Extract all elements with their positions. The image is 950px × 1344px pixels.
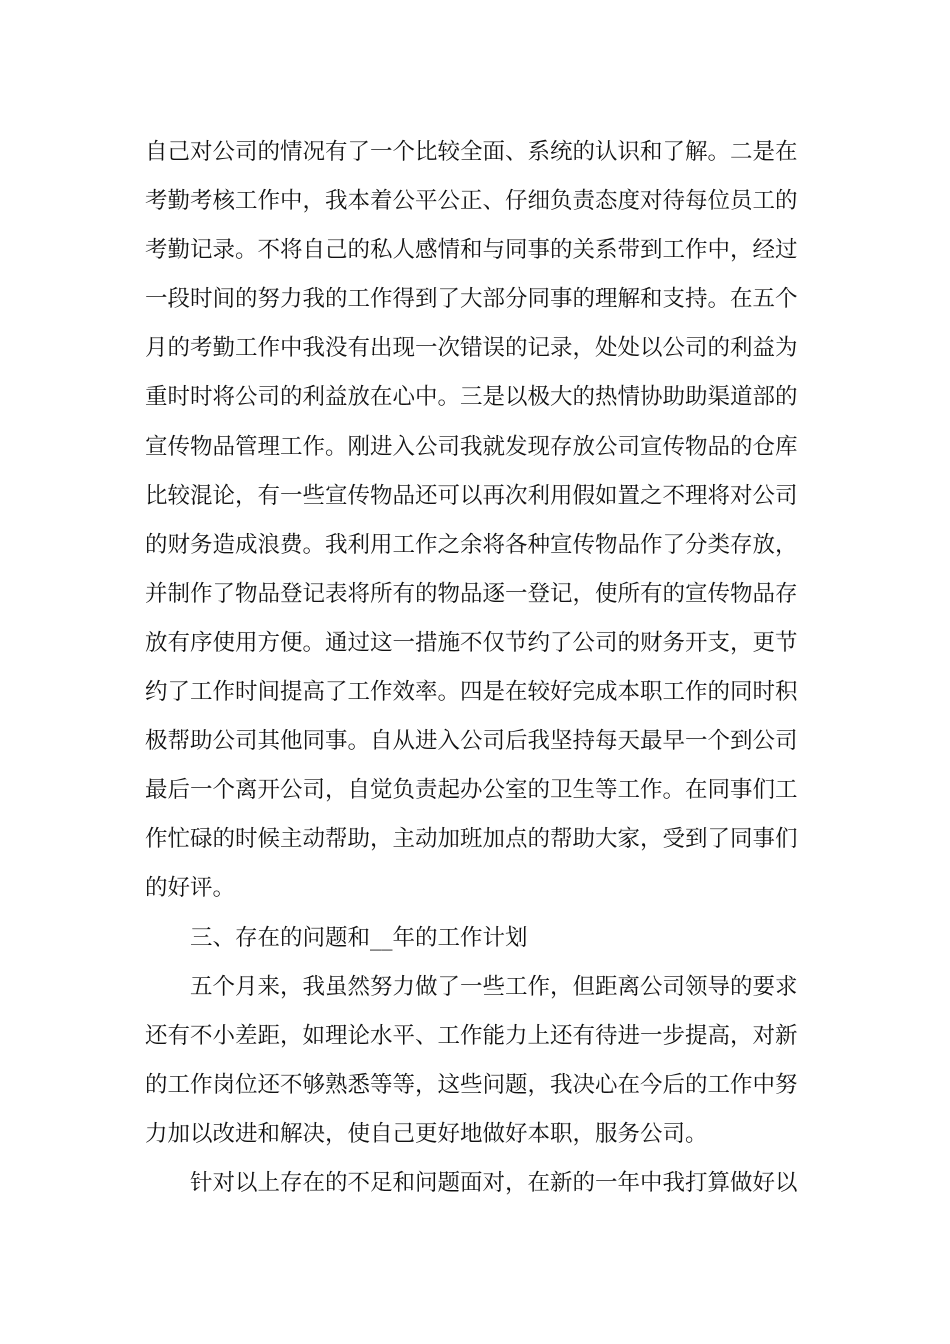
text-line: 还有不小差距，如理论水平、工作能力上还有待进一步提高，对新 (145, 1022, 798, 1049)
document-body (145, 128, 815, 1208)
text-line: 最后一个离开公司，自觉负责起办公室的卫生等工作。在同事们工 (145, 777, 798, 804)
text-line: 宣传物品管理工作。刚进入公司我就发现存放公司宣传物品的仓库 (145, 433, 798, 460)
text-line: 并制作了物品登记表将所有的物品逐一登记，使所有的宣传物品存 (145, 580, 798, 607)
text-line: 五个月来，我虽然努力做了一些工作，但距离公司领导的要求 (190, 973, 798, 1000)
text-line: 作忙碌的时候主动帮助，主动加班加点的帮助大家，受到了同事们 (145, 826, 798, 853)
text-line: 极帮助公司其他同事。自从进入公司后我坚持每天最早一个到公司 (145, 728, 798, 755)
text-line: 力加以改进和解决，使自己更好地做好本职，服务公司。 (145, 1120, 708, 1147)
text-line: 约了工作时间提高了工作效率。四是在较好完成本职工作的同时积 (145, 679, 798, 706)
text-line: 针对以上存在的不足和问题面对，在新的一年中我打算做好以 (190, 1169, 798, 1196)
text-line: 比较混论，有一些宣传物品还可以再次利用假如置之不理将对公司 (145, 482, 798, 509)
text-line: 月的考勤工作中我没有出现一次错误的记录，处处以公司的利益为 (145, 335, 798, 362)
section-heading: 三、存在的问题和__年的工作计划 (190, 924, 528, 951)
text-line: 的工作岗位还不够熟悉等等，这些问题，我决心在今后的工作中努 (145, 1071, 798, 1098)
text-line: 的财务造成浪费。我利用工作之余将各种宣传物品作了分类存放， (145, 531, 798, 558)
text-line: 考勤记录。不将自己的私人感情和与同事的关系带到工作中，经过 (145, 237, 798, 264)
text-line: 重时时将公司的利益放在心中。三是以极大的热情协助助渠道部的 (145, 384, 798, 411)
text-line: 考勤考核工作中，我本着公平公正、仔细负责态度对待每位员工的 (145, 188, 798, 215)
text-line: 一段时间的努力我的工作得到了大部分同事的理解和支持。在五个 (145, 286, 798, 313)
text-line: 的好评。 (145, 875, 236, 902)
text-line: 自己对公司的情况有了一个比较全面、系统的认识和了解。二是在 (145, 139, 798, 165)
text-line: 放有序使用方便。通过这一措施不仅节约了公司的财务开支，更节 (145, 629, 798, 656)
paragraph-work-summary (145, 128, 815, 914)
paragraph-plan (145, 1159, 815, 1208)
paragraph-problems (145, 963, 815, 1159)
